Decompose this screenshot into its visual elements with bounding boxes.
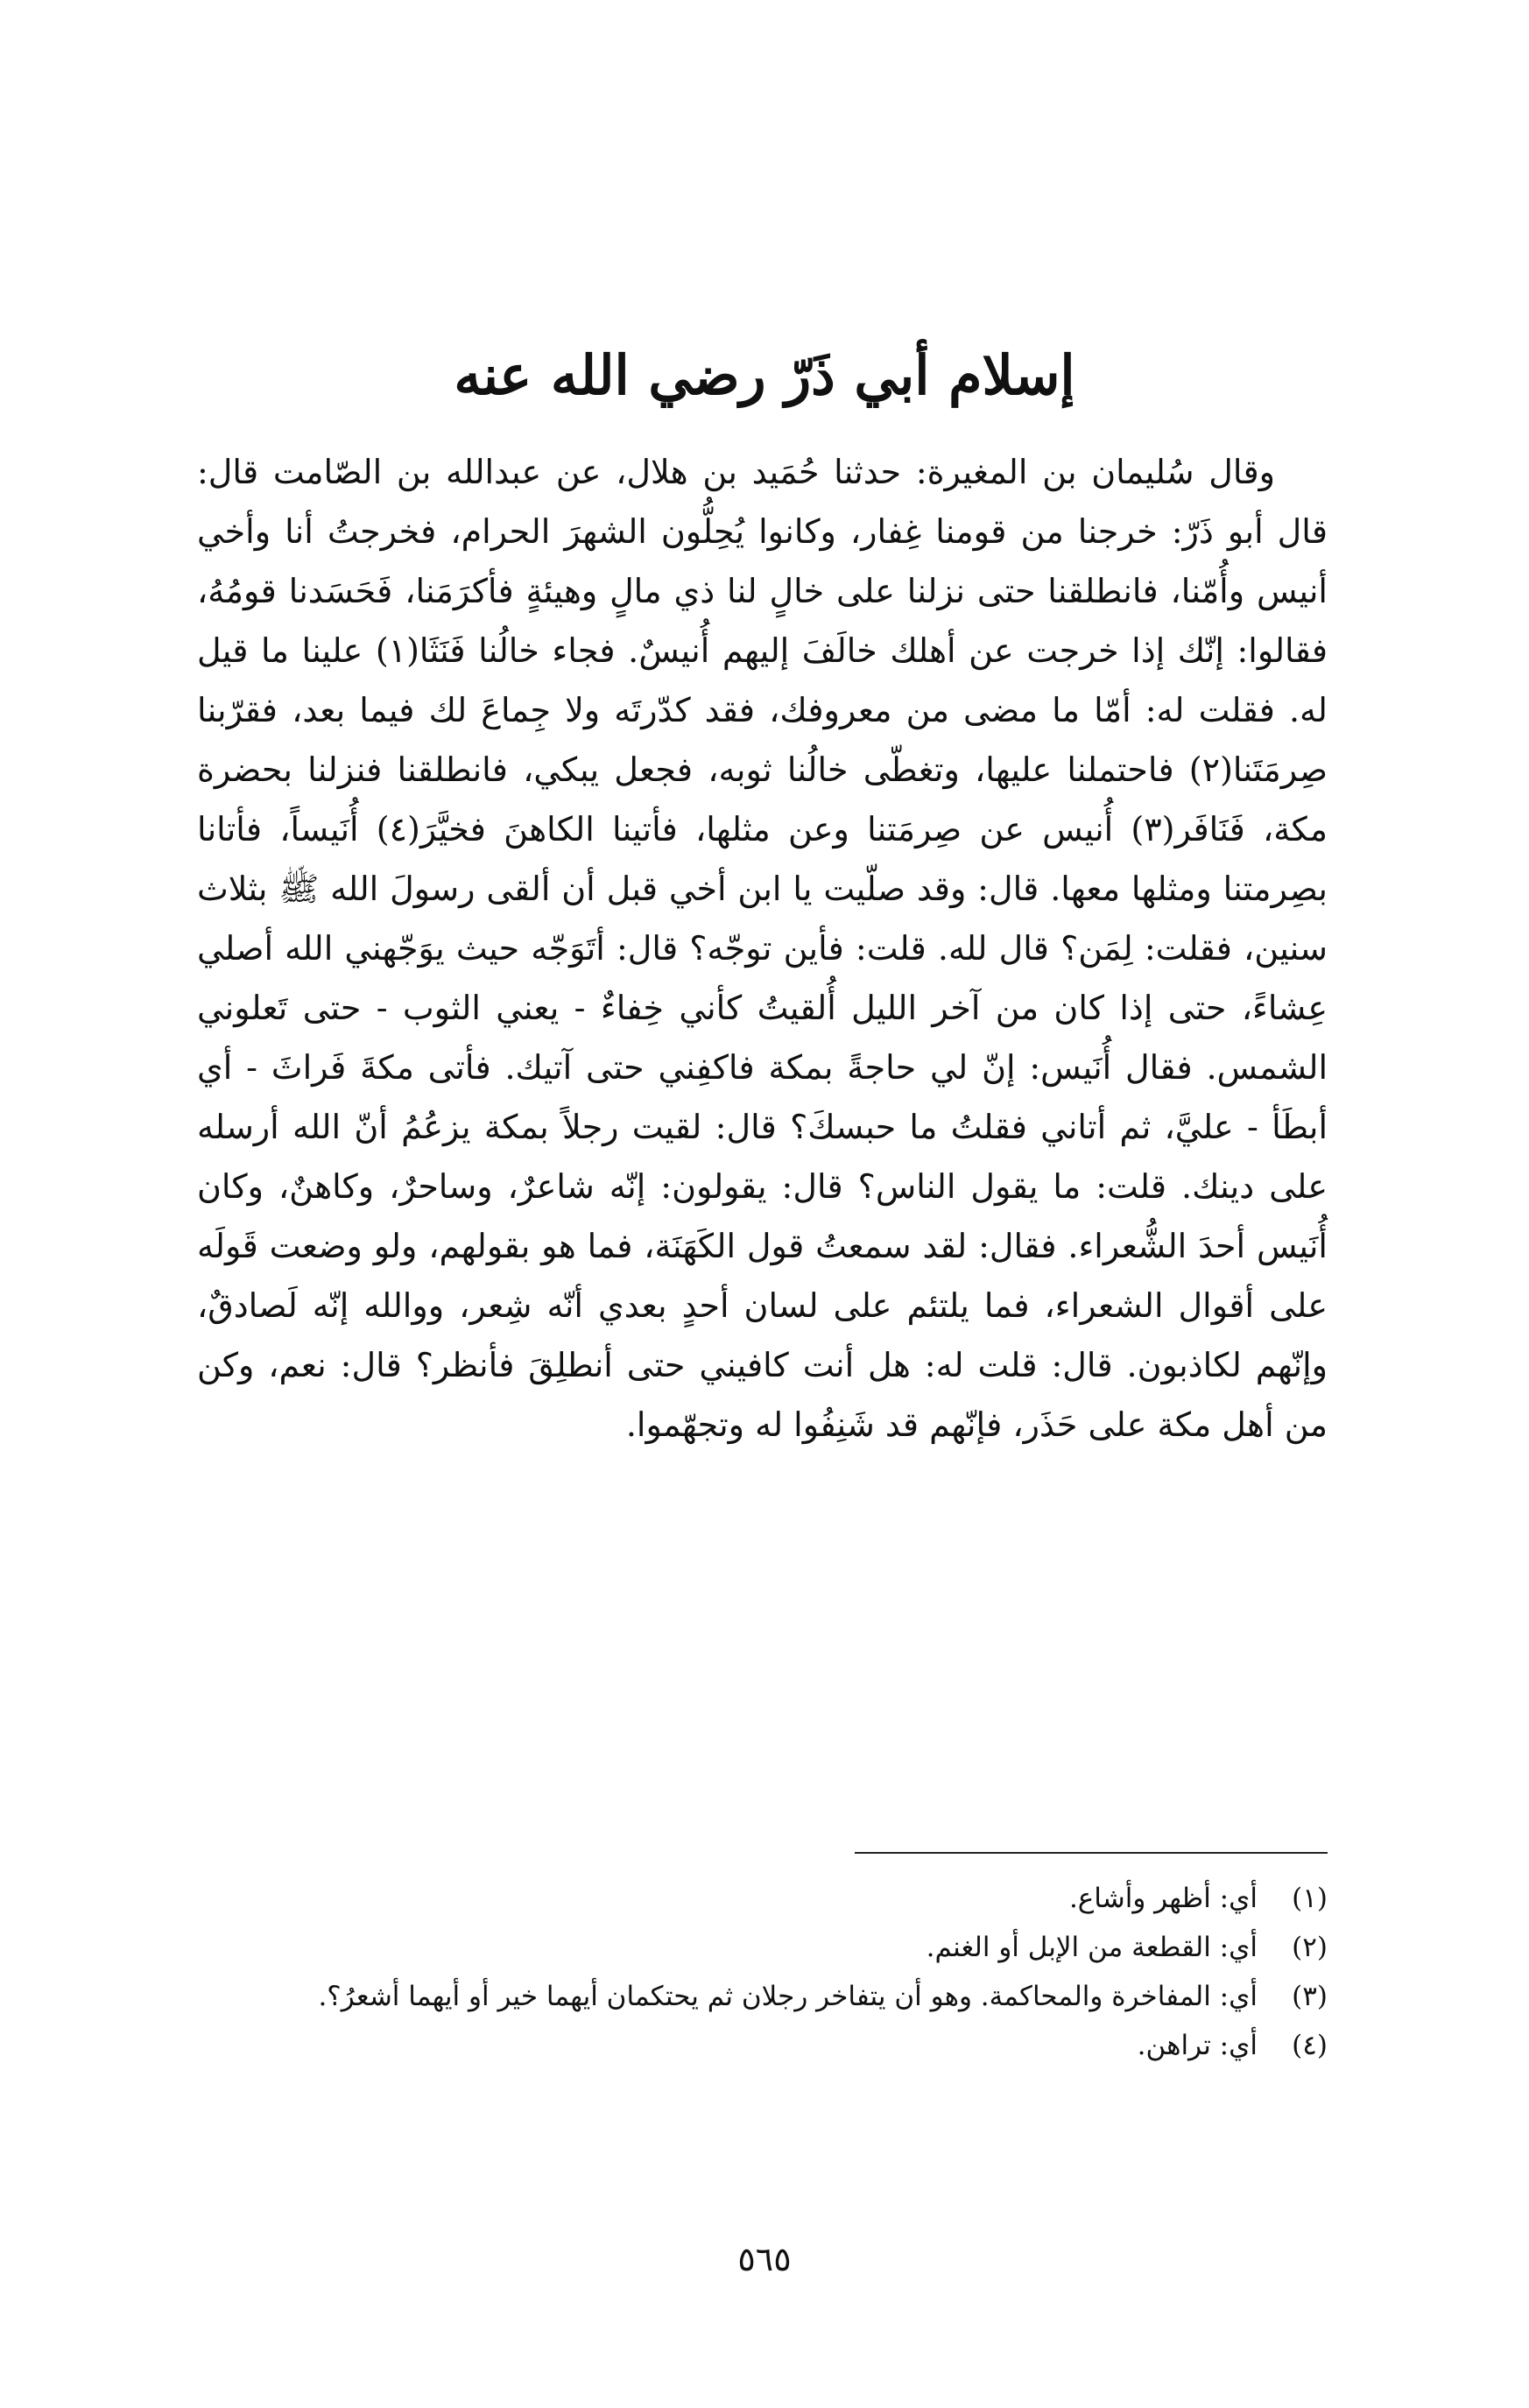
footnote-1 <box>197 1874 1328 1923</box>
footnote-number: (٣) <box>1292 1981 1328 2012</box>
footnotes <box>197 1874 1328 2070</box>
footnote-number: (١) <box>1292 1883 1328 1914</box>
footnote-2 <box>197 1923 1328 1972</box>
footnote-divider <box>855 1852 1328 1854</box>
footnote-number: (٢) <box>1292 1932 1328 1963</box>
page-number: ٥٦٥ <box>737 2240 792 2278</box>
footnote-3 <box>197 1972 1328 2021</box>
footnote-number: (٤) <box>1292 2030 1328 2061</box>
body-text <box>197 442 1328 1454</box>
footnote-text: أي: القطعة من الإبل أو الغنم. <box>926 1932 1258 1963</box>
chapter-title: إسلام أبي ذَرّ رضي الله عنه <box>454 342 1075 407</box>
body-paragraph: وقال سُليمان بن المغيرة: حدثنا حُمَيد بن هلال، عن عبدالله بن الصّامت قال: قال أبو ذَرّ: خرجنا من قومنا غِفار، وكانوا يُحِلُّون الشهرَ الحرام، فخرجتُ أنا وأخي أنيس وأُمّنا، فانطلقنا حتى نزلنا على خالٍ لنا ذي مالٍ وهيئةٍ فأكرَمَنا، فَحَسَدنا قومُهُ، فقالوا: إنّك إذا خرجت عن أهلك خالَفَ إليهم أُنيسٌ. فجاء خالُنا فَنَثَا(١) علينا ما قيل له. فقلت له: أمّا ما مضى من معروفك، فقد كدّرتَه ولا جِماعَ لك فيما بعد، فقرّبنا صِرمَتَنا(٢) فاحتملنا عليها، وتغطّى خالُنا ثوبه، فجعل يبكي، فانطلقنا فنزلنا بحضرة مكة، فَنَافَر(٣) أُنيس عن صِرمَتنا وعن مثلها، فأتينا الكاهنَ فخيَّرَ(٤) أُنَيساً، فأتانا بصِرمتنا ومثلها معها. قال: وقد صلّيت يا ابن أخي قبل أن ألقى رسولَ الله ﷺ بثلاث سنين، فقلت: لِمَن؟ قال لله. قلت: فأين توجّه؟ قال: أتَوَجّه حيث يوَجّهني الله أصلي عِشاءً، حتى إذا كان من آخر الليل أُلقيتُ كأني خِفاءٌ - يعني الثوب - حتى تَعلوني الشمس. فقال أُنَيس: إنّ لي حاجةً بمكة فاكفِني حتى آتيك. فأتى مكةَ فَراثَ - أي أبطَأ - عليَّ، ثم أتاني فقلتُ ما حبسكَ؟ قال: لقيت رجلاً بمكة يزعُمُ أنّ الله أرسله على دينك. قلت: ما يقول الناس؟ قال: يقولون: إنّه شاعرٌ، وساحرٌ، وكاهنٌ، وكان أُنَيس أحدَ الشُّعراء. فقال: لقد سمعتُ قول الكَهَنَة، فما هو بقولهم، ولو وضعت قَولَه على أقوال الشعراء، فما يلتئم على لسان أحدٍ بعدي أنّه شِعر، ووالله إنّه لَصادقٌ، وإنّهم لكاذبون. قال: قلت له: هل أنت كافيني حتى أنطلِقَ فأنظر؟ قال: نعم، وكن من أهل مكة على حَذَر، فإنّهم قد شَنِفُوا له وتجهّموا. <box>197 453 1328 1444</box>
footnote-4 <box>197 2021 1328 2070</box>
footnote-text: أي: المفاخرة والمحاكمة. وهو أن يتفاخر رجلان ثم يحتكمان أيهما خير أو أيهما أشعرُ؟. <box>318 1981 1258 2012</box>
footnote-text: أي: تراهن. <box>1137 2030 1258 2061</box>
footnote-text: أي: أظهر وأشاع. <box>1068 1883 1258 1914</box>
